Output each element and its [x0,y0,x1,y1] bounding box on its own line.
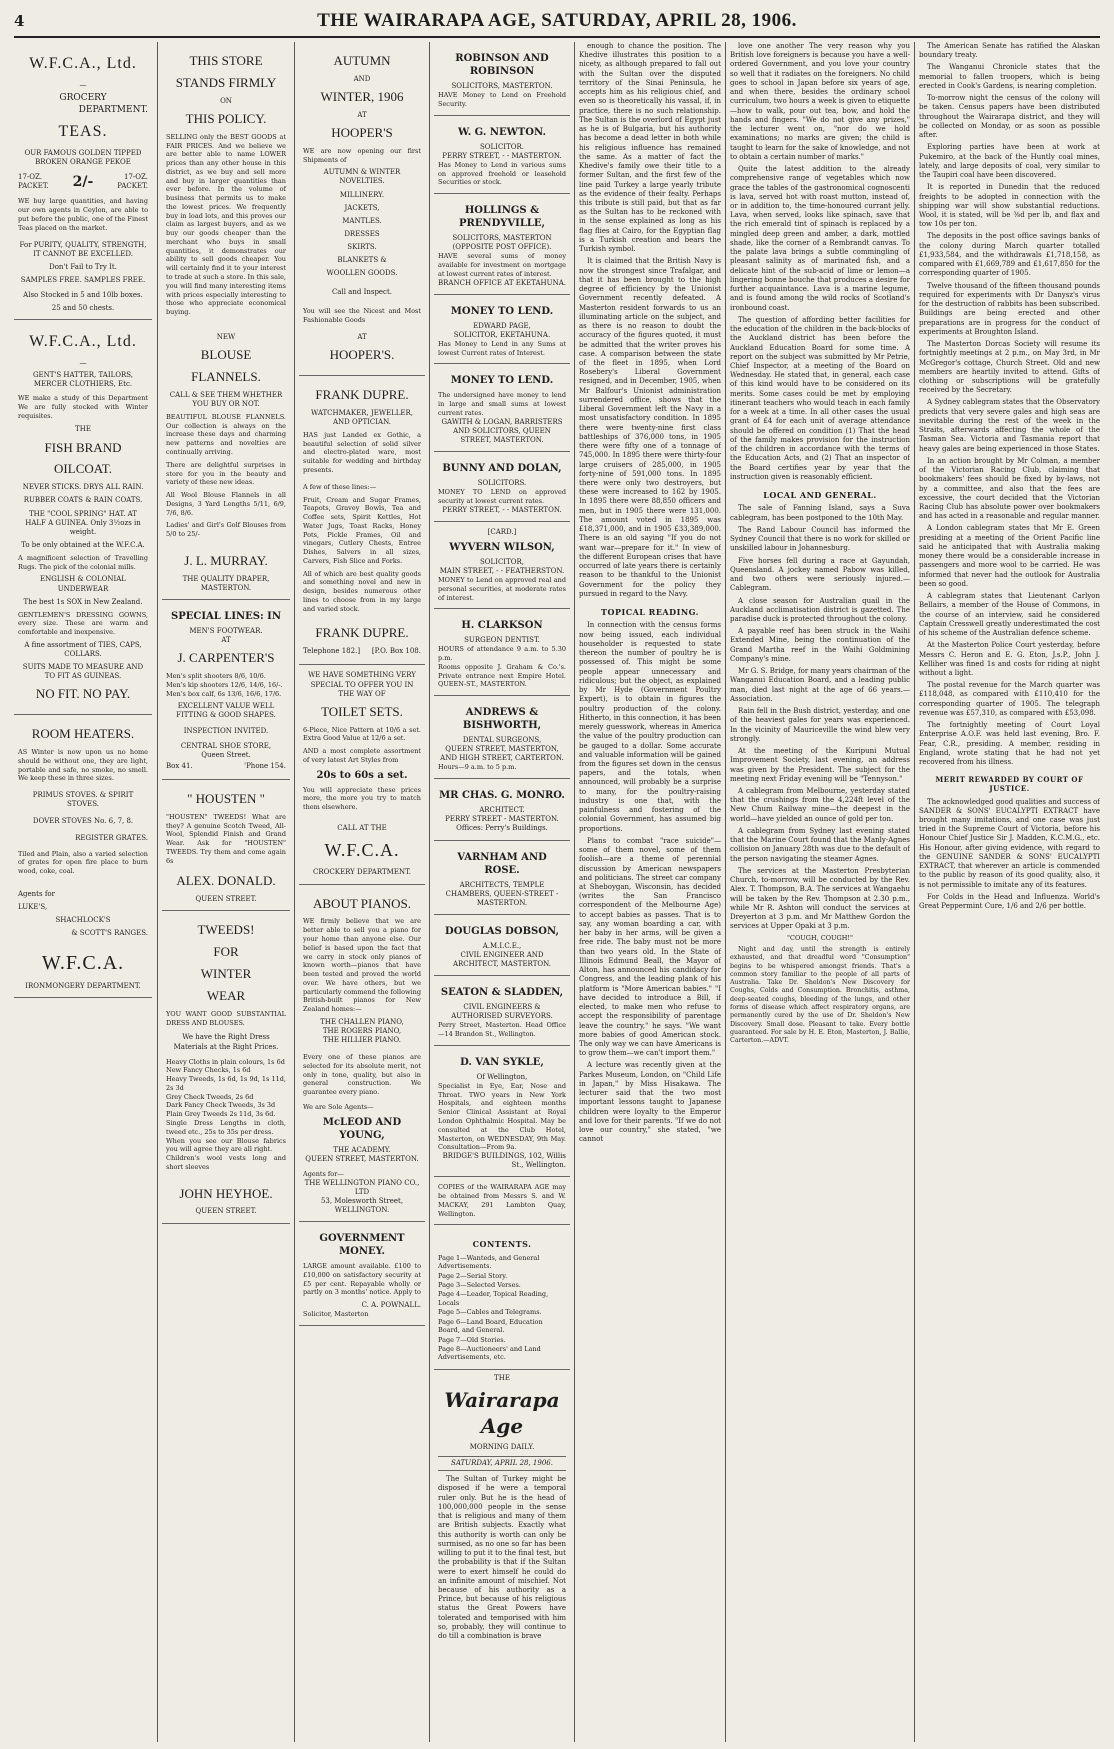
article-paragraph: A Sydney cablegram states that the Observatory predicts that very severe gales and high seas are inevitable during the rest of the week in the Straits, afterwards affecting the whole of the Tasman Sea. Victoria and Tasmania report that heavy gales are being experienced in those States. [919,398,1100,453]
ad-body: Ladies' and Girl's Golf Blouses from 5/0 to 25/- [166,521,286,539]
ad-text: SKIRTS. [347,242,377,251]
newton-ad [434,116,570,194]
store-policy-ad [162,42,290,600]
ad-text: BLANKETS & [337,256,387,265]
contents-item: Page 4—Leader, Topical Reading, Locals [438,1290,549,1307]
article-paragraph: Twelve thousand of the fifteen thousand pounds required for experiments with Dr Danysz's virus for the destruction of rabbits has been subscribed. Buildings are being erected and other preparations are in progress for the conduct of experiments at Broughton Island. [919,281,1100,336]
ad-text: LUKE'S, [18,902,48,911]
copies-notice [434,1177,570,1225]
ad-text: Agents for [18,889,55,898]
ad-body: Solicitor, Masterton [303,1310,369,1319]
ad-text: JACKETS, [344,203,380,212]
ad-heading: ROBINSON AND ROBINSON [455,53,549,77]
ad-body: Has Money to Lend in various sums on approved freehold or leasehold Securities or stock. [438,160,566,187]
article-paragraph: The Sultan of Turkey might be disposed if he were a temporal ruler only. But he is the head of 100,000,000 people in the sense that is religious and many of them are British subjects. Exactly what this authority is worth can only be surmised, as no one so far has been willing to put it to the final test, but the probability is that if the Sultan were to exert himself he could do an infinite amount of mischief. Not because of his authority as a Prince, but because of his religious status the Great Powers have tolerated and temporised with him so, probably, they will continue to do till a combination is brave [438,1475,566,1641]
ad-body: WE are now opening our first Shipments of [303,146,421,164]
ad-body: You will appreciate these prices more, the more you try to match them elsewhere. [303,785,421,812]
column-5 [579,42,721,1742]
article-paragraph: The services at the Masterton Presbyterian Church, to-morrow, will be conducted by the Rev. Alex. T. Thompson, B.A. The services at Wangaehu will be taken by the Rev. Thompson at 2.30 p.m., while Mr R. Ashton will conduct the services at Dreyerton at 3 p.m. and Mr Matthew Gordon the services at Upper Opaki at 3 p.m. [730,866,910,931]
ad-body: GENTLEMEN'S DRESSING GOWNS, every size. These are warm and comfortable and inexpensive. [18,610,148,637]
ad-text: AT [221,636,231,645]
ad-heading: OILCOAT. [54,461,112,477]
article-paragraph: The deposits in the post office savings banks of the colony during March quarter totalled £1,933,584, and the withdrawals £1,718,158, as compared with £1,669,789 and £1,617,850 for the corresponding quarter of 1905. [919,232,1100,278]
article-paragraph: love one another The very reason why you British love foreigners is because you have a well-ordered Government, and you love your country so well that it radiates on the foreigners. No child goes to school in Japan before six years of age, and when there, besides the ordinary school curriculum, two hours a week is given to etiquette—how to walk, pour out tea, bow, and hold the hands and fingers. "We do not give any prizes," the lecturer went on, "nor do we hold examinations; no marks are given; the child is taught to learn for the sake of knowledge, and not to obtain a certain number of marks." [730,42,910,161]
ad-heading: BUNNY AND DOLAN, [442,462,562,474]
ad-text: SOLICITOR. [480,142,524,151]
ad-body: SELLING only the BEST GOODS at FAIR PRICES. And we believe we are better able to name LOWER prices than any other house in this district, as we buy and sell more and buy in larger quantities than ever before. In the volume of business that permits us to make the lowest prices. We frequently buy in load lots, and this proves our claim as largest buyers, and as we buy our goods cheaper than the merchant who buys in small quantities, it demonstrates our ability to sell goods cheaper. You will certainly find it to your interest to trade at such a store. In this sale, you will find many interesting items with prices especially interesting to those who appreciate economical buying. [166,132,286,317]
ad-text: PERRY STREET, - - MASTERTON. [442,505,562,514]
hollings-ad [434,194,570,295]
room-heaters-ad [14,715,152,998]
wfca-grocery-ad: W.F.C.A., Ltd. — GROCERY DEPARTMENT. TEAS. OUR FAMOUS GOLDEN TIPPED BROKEN ORANGE PEKOE 17-OZ. PACKET. 2/- 17-OZ. PACKET. WE buy large quantities, and having our own agents in Ceylon, are able to put before the public, one of the Finest Teas placed on the market. For PURITY, QUALITY, STRENGTH, IT CANNOT BE EXCELLED. Don't Fail to Try It. SAMPLES FREE. SAMPLES FREE. Also Stocked in 5 and 10lb boxes. 25 and 50 chests. [14,42,152,320]
ad-heading: DOUGLAS DOBSON, [445,925,559,937]
ad-text: THE ACADEMY. [333,1145,391,1154]
ad-text: SOLICITORS. [477,478,527,487]
toilet-sets-ad [299,665,425,884]
wyvern-ad [434,522,570,610]
ad-text: AT [357,110,367,119]
ad-heading: " HOUSTEN " [187,790,265,806]
article-paragraph: Rain fell in the Bush district, yesterday, and one of the heaviest gales for years was experienced. In the vicinity of Mauriceville the wind blew very strongly. [730,707,910,743]
ad-heading: J. CARPENTER'S [177,650,275,666]
article-paragraph: In an action brought by Mr Colman, a member of the Victorian Racing Club, claiming that bookmakers' fees should be fixed by by-laws, not by a committee, and also that the fees are excessive, the court decided that the Victorian Racing Club has absolute power over bookmakers and has acted in a reasonable and regular manner. [919,456,1100,521]
ad-text: For PURITY, QUALITY, STRENGTH, IT CANNOT BE EXCELLED. [19,240,147,258]
ad-body: WE buy large quantities, and having our own agents in Ceylon, are able to put before the public, one of the Finest Teas placed on the market. [18,197,148,232]
ad-text: DEPARTMENT. [78,104,148,115]
ad-text: [P.O. Box 108. [371,647,421,656]
ad-text: SUITS MADE TO MEASURE AND TO FIT AS GUINEAS. [22,663,144,681]
ad-body: Tiled and Plain, also a varied selection of grates for open fire place to burn wood, coke, coal. [18,849,148,876]
ad-heading: THIS STORE [189,53,263,68]
editorial [434,1370,570,1649]
ad-heading: J. L. MURRAY. [184,552,268,568]
ad-text: CALL AT THE [337,823,387,832]
ad-heading: ALEX. DONALD. [176,873,276,889]
ad-heading: W.F.C.A. [324,840,400,861]
article-paragraph: enough to chance the position. The Khedive illustrates this position to a nicety, as although prepared to fall out with the Sultan over the disputed territory of the Sinai Peninsula, he accepts him as his religious chief, and even so is theoretically his vassal, if, in practice, there is no such relationship. The Sultan is the overlord of Egypt just as he is of Bulgaria, but his authority has become a dead letter in both while his religious influence has remained the same. As a matter of fact the Khedive's family owe their title to a former Sultan, and the first few of the line paid Turkey a large yearly tribute as the evidence of their fealty. Perhaps this tribute is still paid, but that as far as the Sultan has to be reckoned with in the sense explained as long as his flag flies at Cairo, for the Egyptian flag is a Turkish creation and bears the Turkish symbol. [579,42,721,254]
ad-text: THE QUALITY DRAPER, MASTERTON. [182,574,270,592]
ad-text: Queen Street. [201,750,251,759]
ad-heading: ROOM HEATERS. [31,726,135,742]
ad-text: To be only obtained at the W.F.C.A. [21,540,145,549]
ad-text: ARCHITECTS, TEMPLE CHAMBERS, QUEEN-STREET - MASTERTON. [445,880,559,907]
ad-body: Perry Street, Masterton. Head Office—14 Brandon St., Wellington. [438,1021,566,1039]
ad-body: AS Winter is now upon us no home should be without one, they are light, portable and safe, no smoke, no smell. We keep these in three sizes. [18,748,148,783]
ad-body: Fruit, Cream and Sugar Frames, Teapots, Gravey Bowls, Tea and Coffee sets, Spirit Kettles, Hot Water Jugs, Toast Racks, Honey Pots, Pickle Frames, Oil and vinegars, Cutlery Chests, Entree Dishes, Salvers in all sizes, Carvers, Fish Slice and Forks. [303,495,421,565]
ad-heading: BLOUSE [200,346,252,362]
ad-heading: WINTER [200,966,252,982]
masthead [14,6,1100,38]
ad-heading: W.F.C.A., Ltd. [29,333,137,351]
wfca-hatter-ad: W.F.C.A., Ltd. — GENT'S HATTER, TAILORS, MERCER CLOTHIERS, Etc. WE make a study of this Department We are fully stocked with Winter requisites. THE FISH BRAND OILCOAT. NEVER STICKS. DRYS ALL RAIN. RUBBER COATS & RAIN COATS. THE "COOL SPRING" HAT. AT HALF A GUINEA. Only 3½ozs in weight. To be only obtained at the W.F.C.A. A magnificent selection of Travelling Rugs. The pick of the colonial mills. ENGLISH & COLONIAL UNDERWEAR The best 1s SOX in New Zealand. GENTLEMEN'S DRESSING GOWNS, every size. These are warm and comfortable and inexpensive. A fine assortment of TIES, CAPS, COLLARS. SUITS MADE TO MEASURE AND TO FIT AS GUINEAS. NO FIT. NO PAY. [14,320,152,715]
ad-heading: THIS POLICY. [185,110,267,126]
ad-body: LARGE amount available. £100 to £10,000 on satisfactory security at £5 per cent. Repayable wholly or partly on 3 months' notice. Apply to [303,1262,421,1297]
ad-text: C. A. POWNALL. [361,1301,421,1310]
ad-heading: 20s to 60s a set. [316,769,408,781]
ad-text: CALL & SEE THEM WHETHER YOU BUY OR NOT. [169,390,283,408]
article-paragraph: It is claimed that the British Navy is now the strongest since Trafalgar, and that it has been brought to the high degree of efficiency by the Unionist Government recently defeated. A Masterton resident forwards to us an illuminating article on the subject, and as there is no reason to doubt the accuracy of the figures quoted, it must be admitted that the writer proves his case. A comparison between the state of the fleet in 1895, when Lord Rosebery's Liberal Government resigned, and in December, 1905, when Mr Balfour's Unionist administration surrendered office, shows that the Liberal Government left the Navy in a most unsatisfactory condition. In 1895 there were twenty-nine first class battleships of 376,000 tons, in 1905 there were fifty one of a tonnage of 745,000. In 1895 there were thirty-four large cruisers of 285,000, in 1905 forty-nine of 591,000 tons. In 1895 there were only two destroyers, but these were increased to 162 by 1905. In 1895 there were 88,850 officers and men, but in 1905 there were 131,000. The amount voted in 1895 was £18,371,000, and in 1905 £33,389,000. There is an old saying "If you do not want war—prepare for it." In view of the different European crises that have occurred of late years there is certainly reason to be thankful to the Unionist Government for the policy they pursued in regard to the Navy. [579,257,721,598]
contents-item: Page 3—Selected Verses. [438,1280,521,1289]
ad-body: Heavy Cloths in plain colours, 1s 6d [166,1057,285,1066]
ad-body: Every one of these pianos are selected for its absolute merit, not only in tone, quality, but also in general construction. We guarantee every piano. [303,1053,421,1097]
ad-text: OUR FAMOUS GOLDEN TIPPED BROKEN ORANGE PEKOE [24,149,142,167]
ad-body: 6-Piece, Nice Pattern at 10/6 a set. Extra Good Value at 12/6 a set. [303,725,421,743]
ad-body: All Wool Blouse Flannels in all Designs, 3 Yard Lengths 5/11, 6/9, 7/6, 8/6. [166,491,286,517]
ad-text: EDWARD PAGE, [473,321,531,330]
ad-body: Rooms opposite J. Graham & Co.'s. Private entrance next Empire Hotel. QUEEN-ST., MASTERTON. [438,662,566,689]
ad-body: Agents for— [303,1169,344,1178]
article-paragraph: A cablegram from Melbourne, yesterday stated that the crushings from the 4,224ft level of the New Chum Railway mine—the deepest in the world—have yielded an ounce of gold per ton. [730,786,910,823]
ad-text: MORNING DAILY. [469,1443,535,1452]
ad-text: The best 1s SOX in New Zealand. [23,597,143,606]
andrews-ad [434,696,570,779]
section-heading: LOCAL AND GENERAL. [763,490,877,501]
ad-body: HOURS of attendance 9 a.m. to 5.30 p.m. [438,645,566,663]
ad-body: WE firmly believe that we are better able to sell you a piano for your home than anyone else. Our belief is based upon the fact that we carry in stock only pianos of known worth—pianos that have been tested and proved the world over. We have others, but we particularly commend the following British-built pianos for New Zealand homes:— [303,917,421,1014]
pianos-ad [299,885,425,1223]
ad-heading: WINTER, 1906 [320,88,404,104]
ad-body: Men's box calf, 6s 13/6, 16/6, 17/6. [166,689,282,698]
ad-heading: SPECIAL LINES: IN [171,610,281,622]
ad-text: SURGEON DENTIST. [464,636,540,645]
ad-text: CIVIL ENGINEERS & AUTHORISED SURVEYORS. [451,1003,553,1021]
ad-text: A.M.I.C.E., [482,941,522,950]
ad-text: SOLICITORS, MASTERTON (OPPOSITE POST OFFICE). [452,234,552,252]
ad-text: WOOLLEN GOODS. [326,269,398,278]
houston-tweeds-ad [162,780,290,911]
ad-body: A few of these lines:— [303,482,377,491]
contents-item: Page 5—Cables and Telegrams. [438,1308,542,1317]
edition-date: SATURDAY, APRIL 28, 1906. [438,1456,566,1471]
ad-text: [CARD.] [487,527,517,536]
article-paragraph: The Wanganui Chronicle states that the memorial to fallen troopers, which is being erected in Cook's Gardens, is nearing completion. [919,63,1100,90]
ad-text: THE [75,425,91,434]
ad-heading: MONEY TO LEND. [450,305,554,317]
ad-text: NEW [216,332,236,341]
dobson-ad [434,915,570,976]
contents-item: Page 7—Old Stories. [438,1335,506,1344]
ad-body: The undersigned have money to lend in large and small sums at lowest current rates. [438,391,566,417]
article-paragraph: Mr G. S. Bridge, for many years chairman of the Wanganui Education Board, and a leading public man, died last night at the age of 66 years.—Association. [730,667,910,703]
article-paragraph: In connection with the census forms now being issued, each individual householder is requested to state thereon the number of poultry he is possessed of. This might be some people appear unnecessary and ridiculous; but the object, as explained by Mr Hyde (Government Poultry Expert), is to obtain in figures the poultry production of the colony. Hitherto, in this connection, it has been merely guesswork, whereas in America the value of the poultry production can be gauged to a dollar. Some accurate and valuable information will be gained from the figures set down in the census papers, and the totals, when announced, will probably be a surprise to many, for the poultry-raising industry is one that, with the painfulness and fostering of the colonial Government, has assumed big proportions. [579,621,721,833]
ad-text: Telephone 182.] [303,647,361,656]
ad-body: MONEY to Lend on approved real and personal securities, at moderate rates of interest. [438,575,566,602]
ad-body: Children's wool vests long and short sleeves [166,1154,286,1171]
ad-body: MONEY TO LEND on approved security at lowest current rates. [438,488,566,505]
ad-body: Men's kip shooters 12/6, 14/6, 16/-. [166,680,283,689]
page-number: 4 [14,12,25,30]
ad-text: CENTRAL SHOE STORE, [180,741,272,750]
ad-heading: AUTUMN [333,53,391,68]
page-money-ad [434,295,570,365]
article-paragraph: The American Senate has ratified the Alaskan boundary treaty. [919,42,1100,60]
ad-heading: TWEEDS! [197,922,255,938]
seaton-ad [434,976,570,1046]
ad-body: Heavy Tweeds, 1s 6d, 1s 9d, 1s 11d, 2s 3d [166,1075,286,1092]
ad-body: BEAUTIFUL BLOUSE FLANNELS. Our collection is always on the increase these days and charming new patterns and novelties are continually arriving. [166,412,286,456]
article-paragraph: Quite the latest addition to the already comprehensive range of vegetables which now grace the tables of the gastronomical cognoscenti is lava, served hot with roast mutton, instead of, or in addition to, the time-honoured currant jelly. Lava, when served, looks like spinach, save that the rich emerald tint of spinach is replaced by a mingled deep green and amber, a dark, mottled shade, like the corner of a Rembrandt canvas. To the palate lava brings a subtle commingling of pleasant salinity as of marinated fish, and a delicate hint of the sub-acid of lime or lemon—a lingering bonne bouche that produces a desire for further acquaintance. Lava is a marine legume, and is found among the wild rocks of Scotland's ironbound coast. [730,165,910,312]
ad-text: MEN'S FOOTWEAR. [189,626,263,635]
frank-dupre-ad [299,376,425,666]
ad-heading: MONEY TO LEND. [450,375,554,387]
ad-heading: FOR [213,944,239,960]
article-paragraph: The fortnightly meeting of Court Loyal Enterprise A.O.F. was held last evening, Bro. F. Fear, C.R., presiding. A member, residing in England, wrote stating that he had not yet recovered from his illness. [919,721,1100,767]
column-1 [14,42,152,1742]
contents-item: Page 1—Wanteds, and General Advertisements. [438,1253,540,1271]
ad-text: RUBBER COATS & RAIN COATS. [23,496,143,505]
ad-heading: FRANK DUPRE. [315,625,409,641]
ad-text: QUEEN STREET, MASTERTON. [305,1154,419,1163]
ad-text: THE ROGERS PIANO, [322,1026,402,1035]
article-paragraph: The sale of Fanning Island, says a Suva cablegram, has been postponed to the 10th May. [730,504,910,522]
ad-heading: NO FIT. NO PAY. [35,686,131,702]
ad-text: DENTAL SURGEONS, [462,736,542,745]
ad-text: QUEEN STREET, MASTERTON, AND HIGH STREET, CARTERTON. [440,745,564,763]
ad-text: REGISTER GRATES. [75,834,148,843]
ad-text: GENT'S HATTER, TAILORS, MERCER CLOTHIERS, Etc. [32,370,134,389]
ad-text: 17-OZ. PACKET. [117,173,148,191]
ad-text: WATCHMAKER, JEWELLER, AND OPTICIAN. [310,408,414,426]
ad-text: AT [357,332,367,341]
article-paragraph: The Rand Labour Council has informed the Sydney Council that there is no work for skilled or unskilled labour in Johannesburg. [730,525,910,553]
ad-heading: VARNHAM AND ROSE. [457,851,547,876]
ad-text: GAWITH & LOGAN, BARRISTERS AND SOLICITORS, QUEEN STREET, MASTERTON. [441,417,563,444]
ad-text: EXCELLENT VALUE WELL FITTING & GOOD SHAPES. [176,702,276,720]
ad-text: CIVIL ENGINEER AND ARCHITECT, MASTERTON. [452,950,552,968]
newspaper-title: THE WAIRARAPA AGE, SATURDAY, APRIL 28, 1906. [317,10,797,31]
ad-text: 'Phone 154. [244,761,286,770]
ad-heading: WEAR [206,988,246,1004]
ad-heading: W.F.C.A. [41,952,125,975]
ad-text: A fine assortment of TIES, CAPS, COLLARS. [24,640,142,659]
article-paragraph: Exploring parties have been at work at Pukemiro, at the back of the Huntly coal mines, lately, and large deposits of coal, very similar to the Taupiri coal have been discovered. [919,143,1100,180]
ad-heading: D. VAN SYKLE, [460,1056,544,1068]
ad-text: BRANCH OFFICE AT EKETAHUNA. [438,278,566,287]
ad-heading: MR CHAS. G. MONRO. [439,790,565,802]
ad-text: ON [220,96,232,105]
ad-heading: TEAS. [58,123,108,141]
column-4 [434,42,570,1742]
column-7 [919,42,1100,1742]
ad-body: "HOUSTEN" TWEEDS! What are they? A genuine Scotch Tweed, All-Wool, Splendid Finish and Grand Wear. Ask for "HOUSTEN" TWEEDS. Try them and come again 6s [166,812,286,865]
column-6 [730,42,910,1742]
ad-body: All of which are best quality goods and something novel and new in design, besides numerous other lines to choose from in my large and varied stock. [303,569,421,613]
article-paragraph: At the meeting of the Kuripuni Mutual Improvement Society, last evening, an address was given by the President. The subject for the meeting next Friday evening will be "Tennyson." [730,747,910,783]
article-paragraph: A payable reef has been struck in the Waihi Extended Mine, being the continuation of the Grand Martha reef in the Waihi Goldmining Company's mine. [730,627,910,663]
article-paragraph: Five horses fell during a race at Gayundah, Queensland. A jockey named Pabow was killed, and two others were seriously injured.—Cablegram. [730,556,910,593]
contents-heading: CONTENTS. [472,1239,532,1250]
ad-heading: W.F.C.A., Ltd. [29,55,137,72]
ad-text: WE HAVE SOMETHING VERY SPECIAL TO OFFER YOU IN THE WAY OF [308,671,416,698]
ad-text: PERRY STREET, - - MASTERTON. [442,151,562,160]
ad-body: Specialist in Eye, Ear, Nose and Throat. TWO years in New York Hospitals, and eighteen months Senior Clinical Assistant at Royal London Ophthalmic Hospital. May be consulted at the Club Hotel, Masterton, on WEDNESDAY, 9th May. Consultation—From 9a. [438,1081,566,1152]
article-paragraph: Night and day, until the strength is entirely exhausted, and that dreadful word "Consumption" begins to be whispered amongst friends. That's a common story familiar to the people of all parts of Australia. Take Dr. Sheldon's New Discovery for Coughs, Colds and Consumption. Bronchitis, asthma, deep-seated coughs, bleeding of the lungs, and other forms of disease which affect respiratory organs, are permanently cured by the use of Dr. Sheldon's New Discovery. Small dose. Pleasant to take. Every bottle guaranteed. For sale by H. E. Eton, Masterton, J. Ballie, Carterton.—ADVT. [730,945,910,1045]
article-paragraph: The postal revenue for the March quarter was £118,048, as compared with £110,410 for the corresponding quarter of 1905. The telegraph revenue was £57,310, as compared with £53,098. [919,681,1100,717]
ad-body: There are delightful surprises in store for you in the beauty and variety of these new ideas. [166,460,286,487]
ad-text: BRIDGE'S BUILDINGS, 102, Willis St., Wellington. [442,1152,566,1170]
robinson-ad [434,42,570,116]
ad-text: DRESSES [344,229,380,238]
article-paragraph: The Masterton Dorcas Society will resume its fortnightly meetings at 2 p.m., on May 3rd, in Mr McGregor's cottage, Church Street. Old and new members are heartily invited to attend. Gifts of clothing or subscriptions will be gratefully received by the Secretary. [919,340,1100,395]
ad-body: Single Dress Lengths in cloth, tweed etc., 25s to 35s per dress. [166,1118,286,1136]
ad-text: INSPECTION INVITED. [183,726,269,735]
ad-body: Dark Fancy Check Tweeds, 3s 3d [166,1101,276,1110]
ad-text: SHACHLOCK'S [55,916,111,925]
bunny-ad [434,452,570,522]
ad-text: 17-OZ. PACKET. [18,173,49,191]
ad-text: WELLINGTON. [334,1205,390,1214]
ad-text: THE HILLIER PIANO. [323,1036,401,1045]
ad-heading: ANDREWS & BISHWORTH, [462,707,542,732]
contents-item: Page 6—Land Board, Education Board, and General. [438,1317,543,1335]
contents-item: Page 2—Serial Story. [438,1271,508,1280]
ad-body: New Fancy Checks, 1s 6d [166,1066,251,1075]
ad-text: We have the Right Dress Materials at the Right Prices. [173,1033,279,1051]
ad-body: WE make a study of this Department We are fully stocked with Winter requisites. [18,394,148,420]
paper-nameplate: Wairarapa Age [444,1388,560,1439]
ad-text: QUEEN STREET. [195,895,257,904]
tweeds-ad [162,911,290,1223]
ad-text: & SCOTT'S RANGES. [71,929,148,938]
ad-body: Has Money to Lend in any Sums at lowest Current rates of Interest. [438,339,566,357]
ad-heading: ABOUT PIANOS. [313,895,411,911]
ad-heading: HOOPER'S. [329,346,395,362]
monro-ad [434,779,570,840]
ad-heading: FLANNELS. [191,368,261,384]
article-paragraph: At the Masterton Police Court yesterday, before Messrs C. Heron and E. G. Eton, J.s.P., John J. Kelliher was fined 1s and costs for riding at night without a light. [919,641,1100,677]
ad-body: AND a most complete assortment of very latest Art Styles from [303,747,421,764]
section-heading: MERIT REWARDED BY COURT OF JUSTICE. [935,775,1084,794]
ad-text: THE [494,1373,510,1382]
ad-body: When you see our Blouse fabrics you will agree they are all right. [166,1136,286,1154]
article-paragraph: A cablegram states that Lieutenant Carlyon Bellairs, a member of the House of Commons, in the course of an interview, said he considered Captain Cresswell greatly underestimated the cost of his scheme of the Australian defence scheme. [919,592,1100,638]
ad-heading: WYVERN WILSON, [449,541,555,553]
ad-text: PRIMUS STOVES. & SPIRIT STOVES. [32,791,134,809]
price: 2/- [72,174,94,191]
ad-text: MAIN STREET, - - FEATHERSTON. [439,566,565,575]
ad-text: GROCERY [59,92,107,103]
article-paragraph: A lecture was recently given at the Parkes Museum, London, on "Child Life in Japan," by Miss Hisakawa. The lecturer said that the two most important lessons taught to Japanese children were loyalty to the Emperor and love for their parents. "If we do not love our country," she stated, "we cannot [579,1061,721,1144]
ad-body: HAS just Landed ex Gothic, a beautiful selection of solid silver and electro-plated ware, most suitable for wedding and birthday presents. [303,430,421,474]
ad-text: DOVER STOVES No. 6, 7, 8. [32,817,134,826]
column-2 [162,42,290,1742]
ad-text: AUTUMN & WINTER NOVELTIES. [323,168,401,186]
ad-body: YOU WANT GOOD SUBSTANTIAL DRESS AND BLOUSES. [166,1009,286,1027]
ad-body: HAVE Money to Lend on Freehold Security. [438,91,566,108]
ad-heading: HOLLINGS & PRENDYVILLE, [458,205,545,230]
article-paragraph: The acknowledged good qualities and success of SANDER & SONS' EUCALYPTI EXTRACT have brought many imitations, and one case was just tried in the Supreme Court of Victoria, before his Honour Chief Justice Sir J. Madden, K.C.M.G., etc. His Honour, after giving evidence, with regard to the GENUINE SANDER & SONS' EUCALYPTI EXTRACT, that wherever an article is commended to the public by reason of its good quality, also, it is not permissible to imitate any of its features. [919,797,1100,889]
ad-text: IRONMONGERY DEPARTMENT. [25,982,141,991]
article-paragraph: It is reported in Dunedin that the reduced freights to be adopted in connection with the shipping war will show substantial reductions. Wool, it is stated, will be ⅜d per lb, and flax and tow 10s per ton. [919,183,1100,229]
ad-body: HAVE several sums of money available for investment on mortgage at lowest current rates of interest. [438,252,566,278]
ad-text: AND [353,74,371,83]
ad-text: SOLICITOR, EKETAHUNA. [453,330,551,339]
ad-text: MILLINERY. [339,190,385,199]
ad-heading: GOVERNMENT MONEY. [319,1233,405,1258]
ad-text: THE CHALLEN PIANO, [320,1017,404,1026]
ad-body: We are Sole Agents— [303,1102,374,1111]
ad-text: Also Stocked in 5 and 10lb boxes. [23,290,143,299]
ad-text: Box 41. [166,761,193,770]
clarkson-ad [434,609,570,696]
contents-list [438,1254,566,1362]
ad-text: ARCHITECT. [479,806,525,815]
ad-body: Grey Check Tweeds, 2s 6d [166,1092,254,1101]
ad-heading: STANDS FIRMLY [175,74,277,90]
ad-body: You will see the Nicest and Most Fashionable Goods [303,307,421,325]
ad-heading: FRANK DUPRE. [315,386,409,402]
vansykle-ad [434,1046,570,1177]
varnham-ad [434,841,570,915]
ad-heading: TOILET SETS. [321,703,403,719]
ad-text: SOLICITORS, MASTERTON. [451,82,553,90]
section-heading: TOPICAL READING. [601,607,699,618]
ad-text: PERRY STREET - MASTERTON. Offices: Perry's Buildings. [445,815,559,833]
contents-item: Page 8—Auctioneers' and Land Advertisements, etc. [438,1345,541,1362]
ad-text: SAMPLES FREE. SAMPLES FREE. [20,275,146,284]
ad-heading: FISH BRAND [44,439,122,455]
ad-heading: W. G. NEWTON. [458,126,546,138]
ad-text: NEVER STICKS. DRYS ALL RAIN. [22,483,144,492]
article-paragraph: The question of affording better facilities for the education of the children in the back-blocks of the Auckland district has been before the Auckland Education Board for some time. A report on the subject was submitted by Mr Petrie, Chief Inspector, at a meeting of the Board on Wednesday. He stated that, in general, each case of this kind would have to be considered on its merits. Some cases could be met by employing itinerant teachers who would teach in each family for a week at a time. In all other cases the usual grant of £4 for each unit of average attendance should be offered on condition (1) That the head of the family makes provision for the instruction of the children in accordance with the terms of the Education Acts, and (2) That an inspector of the Board certifies year by year that the instruction given is reasonably efficient. [730,315,910,481]
government-money-ad [299,1222,425,1326]
article-paragraph: A close season for Australian quail in the Auckland acclimatisation district is gazetted. The paradise duck is protected throughout the colony. [730,596,910,623]
ad-body: Hours—9 a.m. to 5 p.m. [438,763,517,772]
ad-body: COPIES of the WAIRARAPA AGE may be obtained from Messrs S. and W. MACKAY, 291 Lambton Quay, Wellington. [438,1183,566,1218]
ad-text: MANTLES. [342,216,382,225]
ad-body: A magnificent selection of Travelling Rugs. The pick of the colonial mills. [18,553,148,571]
ad-heading: H. CLARKSON [461,620,543,632]
ad-heading: SEATON & SLADDEN, [440,987,564,999]
ad-text: Don't Fail to Try It. [49,262,117,271]
ad-text: SOLICITOR, [480,557,524,566]
contents-box [434,1225,570,1370]
ad-text: Of Wellington, [476,1072,528,1081]
ad-heading: HOOPER'S [331,124,393,140]
column-3 [299,42,425,1742]
section-heading: "COUGH, COUGH!" [786,934,853,943]
ad-text: ENGLISH & COLONIAL UNDERWEAR [40,575,126,593]
ad-text: CROCKERY DEPARTMENT. [313,868,411,877]
ad-text: THE "COOL SPRING" HAT. AT HALF A GUINEA. Only 3½ozs in weight. [25,509,141,536]
ad-text: THE WELLINGTON PIANO CO., LTD [304,1178,420,1196]
ad-text: QUEEN STREET. [195,1207,257,1216]
ad-text: 53, Molesworth Street, [320,1196,404,1205]
article-paragraph: For Colds in the Head and Influenza. World's Great Peppermint Cure, 1/6 and 2/6 per bottle. [919,892,1100,911]
article-paragraph: A cablegram from Sydney last evening stated that the Marine Court found that the Manly-Agnes collision on January 28th was due to the default of the person navigating the steamer Agnes. [730,826,910,863]
article-paragraph: Plans to combat "race suicide"—some of them novel, some of them foolish—are a theme of perennial discussion by American newspapers and politicians. The street car company at Sheboygan, Wisconsin, has decided (writes the San Francisco correspondent of the Melbourne Age) to accept babies as passes. That is to say, any woman boarding a car, with her baby in her arms, will be given a free ride. The baby must not be more than two years old. In the State of Illinois Edmund Beall, the Mayor of Alton, has announced his candidacy for Congress, and the leading plank of his platform is "More American babies." "I have decided to introduce a Bill, if elected, to make men who refuse to accept the responsibility of parentage leave the country," he says. "We want more babies of good American stock. The only way we can have Americans is to grow them—we can't import them." [579,836,721,1058]
ad-text: 25 and 50 chests. [51,303,115,312]
ad-heading: JOHN HEYHOE. [179,1185,273,1201]
ad-body: Men's split shooters 8/6, 10/6. [166,672,266,681]
ad-heading: McLEOD AND YOUNG, [322,1116,402,1141]
hoopers-ad [299,42,425,376]
ad-text: Call and Inspect. [331,288,393,297]
gawith-ad [434,364,570,452]
article-paragraph: To-morrow night the census of the colony will be taken. Census papers have been distributed throughout the Wairarapa district, and they will be collected on Monday, or as soon as possible after. [919,94,1100,140]
carpenters-ad [162,600,290,780]
article-paragraph: A London cablegram states that Mr E. Green presiding at a meeting of the Orient Pacific line said he anticipated that with Australia making money there would be a considerable increase in passengers and more wool to be carried. He was informed that never had the outlook for Australia been so good. [919,524,1100,588]
ad-body: Plain Grey Tweeds 2s 11d, 3s 6d. [166,1110,276,1119]
